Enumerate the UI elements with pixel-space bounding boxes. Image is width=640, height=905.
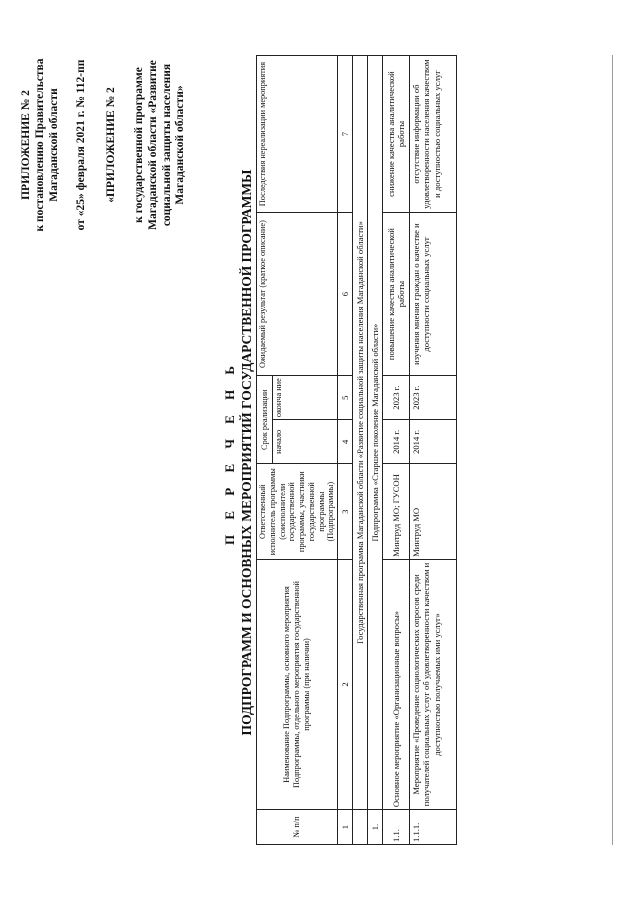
col-number: 4 [338, 420, 353, 464]
header-line: Магаданской области» [174, 85, 187, 205]
row-end: 2023 г. [383, 376, 410, 420]
subprogram-text: Подпрограмма «Старшее поколение Магаданской области» [368, 56, 383, 810]
col-number: 2 [338, 559, 353, 809]
row-result: изучения мнения граждан о качестве и доступности социальных услуг [410, 213, 457, 376]
document-title: П Е Р Е Ч Е Н Ь [222, 359, 237, 546]
row-responsible: Минтруд МО; ГУСОН [383, 464, 410, 559]
subprogram-num: 1. [368, 810, 383, 845]
col-number: 6 [338, 213, 353, 376]
row-name: Основное мероприятие «Организационные вопросы» [383, 559, 410, 809]
row-num: 1.1.1. [410, 810, 457, 845]
row-name: Мероприятие «Проведение социологических опросов среди получателей социальных услуг об удовлетворенности качеством и доступностью получаемых ими услуг» [410, 559, 457, 809]
header-line: Магаданской области «Развитие [146, 60, 159, 230]
col-header-consequences: Последствия нереализации мероприятия [257, 56, 338, 213]
table-header-row [257, 56, 273, 845]
col-header-responsible: Ответственный исполнитель программы (соисполнители государственной программы, участники государственной программы (Подпрограммы) [257, 464, 338, 559]
col-header-start: начало [273, 420, 338, 464]
row-consequences: снижение качества аналитической работы [383, 56, 410, 213]
subprogram-row [368, 56, 383, 845]
header-line: к государственной программе [132, 67, 145, 223]
row-responsible: Минтруд МО [410, 464, 457, 559]
col-number: 1 [338, 810, 353, 845]
header-line: Магаданской области [47, 88, 60, 202]
col-number: 3 [338, 464, 353, 559]
program-row-num [353, 810, 368, 845]
appendix-header [20, 25, 188, 265]
program-row [353, 56, 368, 845]
col-header-name: Наименование Подпрограммы, основного мероприятия Подпрограммы, отдельного мероприятия государственной программы (при наличии) [257, 559, 338, 809]
header-line: социальной защиты населения [160, 63, 173, 227]
header-line: «ПРИЛОЖЕНИЕ № 2 [105, 87, 118, 203]
page-edge-line [612, 55, 613, 845]
col-number: 5 [338, 376, 353, 420]
programs-table [256, 55, 457, 845]
col-header-result: Ожидаемый результат (краткое описание) [257, 213, 338, 376]
row-num: 1.1. [383, 810, 410, 845]
table-row [383, 56, 410, 845]
column-numbers-row [338, 56, 353, 845]
col-header-num: № п/п [257, 810, 338, 845]
col-header-period: Срок реализации [257, 376, 273, 464]
row-result: повышение качества аналитической работы [383, 213, 410, 376]
row-end: 2023 г. [410, 376, 457, 420]
row-start: 2014 г. [383, 420, 410, 464]
col-number: 7 [338, 56, 353, 213]
row-consequences: отсутствие информации об удовлетворенности населения качеством и доступностью социальных услуг [410, 56, 457, 213]
row-start: 2014 г. [410, 420, 457, 464]
table-row [410, 56, 457, 845]
header-line: ПРИЛОЖЕНИЕ № 2 [20, 90, 32, 200]
program-row-text: Государственная программа Магаданской области «Развитие социальной защиты населения Магаданской области» [353, 56, 368, 810]
col-header-end: оконча ние [273, 376, 338, 420]
header-line: к постановлению Правительства [33, 58, 46, 232]
document-subtitle: ПОДПРОГРАММ И ОСНОВНЫХ МЕРОПРИЯТИЙ ГОСУДАРСТВЕННОЙ ПРОГРАММЫ [239, 169, 254, 736]
header-date: от «25» февраля 2021 г. № 112-пп [75, 59, 88, 231]
